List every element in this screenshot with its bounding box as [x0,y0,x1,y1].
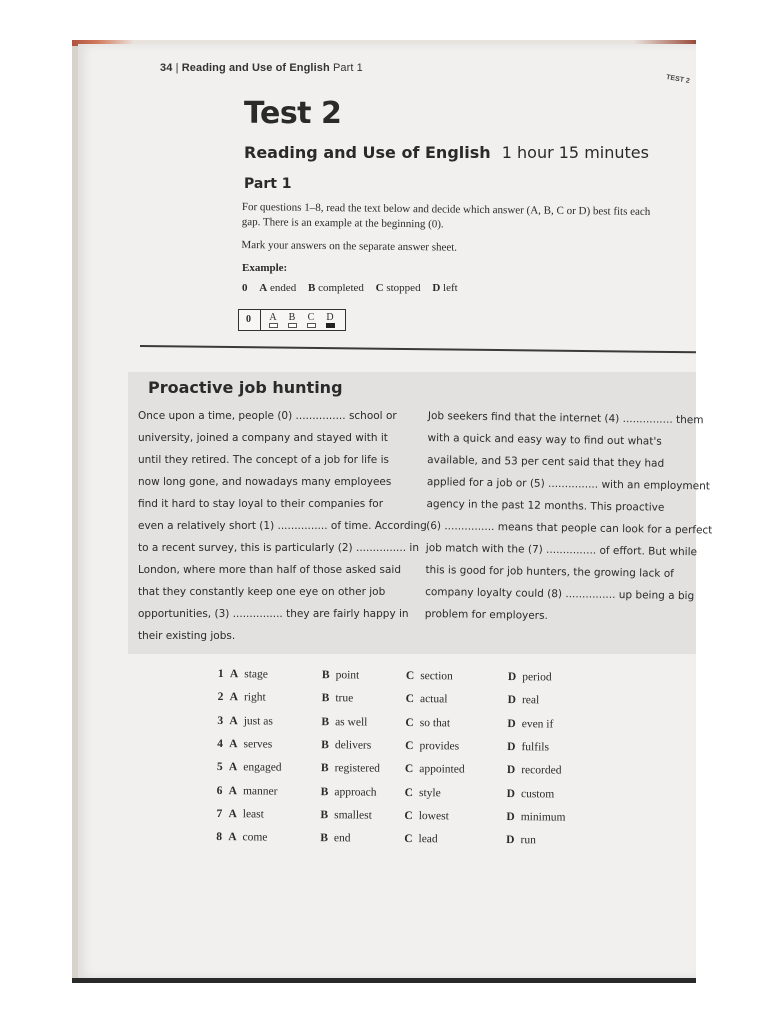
option-word: least [242,808,264,821]
passage-line: Once upon a time, people (0) ............... school or [138,410,397,422]
passage-line: applied for a job or (5) ............... with an employment [426,475,710,493]
example-option-c: C stopped [375,282,421,294]
instructions-line: gap. There is an example at the beginning (0). [241,215,444,231]
question-number: 3 [217,714,224,727]
option-word: manner [242,784,278,798]
option-b: B true [321,692,354,705]
passage-line: to a recent survey, this is particularly (2) ............... in [138,542,419,554]
option-a: A manner [228,784,278,798]
option-d: D even if [507,717,554,731]
option-b: B end [320,832,351,845]
passage-line: company loyalty could (8) ............... up being a big [425,585,695,603]
option-b: B smallest [320,808,372,822]
passage-line: with a quick and easy way to find out what's [427,431,662,448]
question-row [218,668,578,688]
option-word: delivers [334,739,372,752]
question-number: 4 [217,737,224,750]
option-word: custom [520,787,555,801]
option-word: even if [521,717,554,731]
option-word: stage [244,668,268,681]
question-number: 1 [217,668,224,681]
option-a: A least [228,807,264,821]
instructions-line: For questions 1–8, read the text below and decide which answer (A, B, C or D) best fits each [241,200,651,218]
running-header [160,62,363,74]
header-divider: | [175,62,182,74]
option-word: just as [243,714,273,728]
section-name: Reading and Use of English [244,143,491,162]
answer-sheet-note: Mark your answers on the separate answer sheet. [241,238,458,254]
page-number: 34 [160,62,173,74]
option-word: right [243,691,266,704]
option-c: C so that [405,716,451,730]
passage-line: opportunities, (3) ............... they are fairly happy in [138,608,409,620]
duration: 1 hour 15 minutes [501,143,649,162]
option-word: engaged [243,761,282,774]
example-number: 0 [242,282,248,294]
option-word: provides [419,740,460,753]
passage-line: university, joined a company and stayed with it [138,432,388,444]
passage-title: Proactive job hunting [148,378,343,397]
question-row [216,808,576,828]
question-number: 7 [216,807,223,820]
passage-line: this is good for job hunters, the growing lack of [425,563,674,580]
question-number: 6 [216,784,223,797]
option-b: B point [321,669,360,682]
passage-line: find it hard to stay loyal to their companies for [138,498,384,510]
passage-line: London, where more than half of those asked said [138,564,402,576]
part-heading: Part 1 [244,176,292,192]
option-word: period [522,671,552,684]
option-c: C style [404,786,441,799]
answer-mark-d-selected [326,323,335,328]
example-option-d: D left [432,282,458,294]
question-row [217,715,577,735]
option-c: C section [405,669,453,683]
option-a: A right [229,691,266,704]
test-title: Test 2 [244,96,342,131]
option-c: C lowest [404,809,449,823]
option-word: true [335,692,354,705]
option-word: recorded [521,764,562,777]
option-d: D custom [506,787,555,801]
example-option-b: B completed [307,282,364,294]
question-number: 2 [217,691,224,704]
option-b: B delivers [321,738,372,752]
option-word: run [520,834,536,847]
example-label: Example: [242,262,288,274]
passage-line: agency in the past 12 months. This proactive [426,497,665,514]
passage-line: that they constantly keep one eye on other job [138,586,386,598]
option-word: point [335,669,360,682]
option-a: A engaged [228,761,282,774]
question-row [218,691,578,711]
passage-line: even a relatively short (1) ............... of time. According [138,520,427,532]
passage-line: problem for employers. [424,607,548,622]
page-bottom-edge [72,978,696,983]
instructions [241,200,692,266]
question-row [217,761,577,781]
answer-cell-a: A [267,312,279,328]
answer-box-divider [260,310,261,330]
option-word: smallest [334,809,372,822]
option-word: lowest [418,809,449,823]
example-option-a: A ended [259,282,297,294]
option-d: D real [507,694,540,707]
question-row [217,784,577,804]
option-word: so that [419,716,451,730]
option-word: appointed [419,763,465,776]
passage-line: now long gone, and nowadays many employees [138,476,392,488]
option-word: come [242,831,268,844]
option-d: D run [506,834,536,847]
option-c: C lead [404,833,438,846]
header-section: Reading and Use of English [181,62,330,74]
option-a: A come [228,831,268,844]
answer-options-list [216,668,578,852]
passage-line: until they retired. The concept of a job for life is [138,454,389,466]
section-title [244,143,649,162]
option-a: A stage [229,668,268,681]
option-c: C actual [405,693,448,706]
passage-line: available, and 53 per cent said that they had [427,453,665,470]
option-word: lead [418,833,438,846]
answer-box-number: 0 [246,314,251,325]
answer-cell-c: C [305,312,317,328]
option-b: B registered [320,762,381,775]
answer-cell-d: D [324,312,336,328]
option-word: style [418,786,441,799]
option-d: D recorded [506,764,562,777]
option-word: real [521,694,540,707]
option-word: section [420,670,453,683]
option-b: B approach [320,785,377,799]
option-word: as well [335,715,368,729]
option-d: D minimum [506,810,566,824]
question-row [217,738,577,758]
option-word: fulfils [521,741,550,754]
option-word: minimum [520,810,566,824]
answer-mark-c [307,323,316,328]
answer-mark-b [288,323,297,328]
option-word: serves [243,738,273,751]
header-part: Part 1 [332,62,363,74]
test-tab: TEST 2 [665,73,691,86]
example-options [242,282,467,294]
option-word: end [333,832,351,845]
passage-line: their existing jobs. [138,630,236,642]
question-row [216,831,576,851]
option-c: C appointed [404,763,465,776]
passage-line: job match with the (7) ............... of effort. But while [425,541,698,559]
option-word: approach [334,785,377,799]
option-a: A just as [229,714,273,728]
option-word: actual [419,693,448,706]
option-b: B as well [321,715,368,729]
passage-line: Job seekers find that the internet (4) ............... them [427,410,704,427]
question-number: 5 [216,761,223,774]
passage-line: (6) ............... means that people can look for a perfect [426,519,713,537]
option-d: D period [507,671,552,684]
example-answer-box [238,309,346,331]
option-c: C provides [405,739,460,753]
answer-cell-b: B [286,312,298,328]
question-number: 8 [216,831,223,844]
option-word: registered [334,762,381,775]
option-d: D fulfils [507,740,550,754]
instructions-text [242,200,692,235]
option-a: A serves [229,738,273,751]
answer-mark-a [269,323,278,328]
